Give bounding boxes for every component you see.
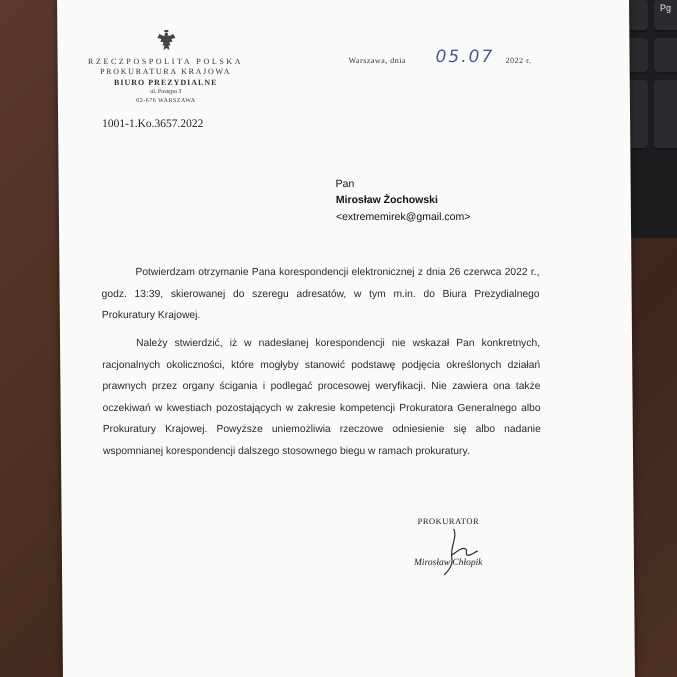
signature-title: PROKURATOR	[417, 516, 480, 526]
handwritten-date: 05.07	[435, 47, 495, 67]
header-office: BIURO PREZYDIALNE	[113, 78, 218, 87]
header-country: RZECZPOSPOLITA POLSKA	[87, 57, 244, 66]
header-street: ul. Postępu 3	[150, 89, 182, 95]
keyboard-key	[654, 38, 677, 74]
letter-paper	[57, 0, 635, 677]
header-city: 02-676 WARSZAWA	[136, 98, 196, 104]
page-key	[654, 0, 677, 32]
signature-name: Mirosław Chłopik	[413, 558, 483, 568]
addressee-email: <extrememirek@gmail.com>	[335, 211, 471, 223]
letter-content	[57, 0, 635, 677]
addressee-name: Mirosław Żochowski	[335, 194, 438, 206]
keyboard-key	[654, 80, 677, 150]
addressee-salutation: Pan	[335, 178, 355, 190]
year-label: 2022 r.	[505, 56, 532, 65]
paragraph-confirmation: Potwierdzam otrzymanie Pana korespondencji elektronicznej z dnia 26 czerwca 2022 r., godz. 13:39, skierowanej do szeregu adresatów, w tym m.in. do Biura Prezydialnego Prokuratury Krajowej.	[101, 267, 540, 321]
header-institution: PROKURATURA KRAJOWA	[100, 67, 232, 76]
eagle-emblem-icon	[155, 30, 177, 54]
place-label: Warszawa, dnia	[348, 56, 407, 65]
paragraph-assessment: Należy stwierdzić, iż w nadesłanej korespondencji nie wskazał Pan konkretnych, racjonalnych okoliczności, które mogłyby stanowić podstawę podjęcia określonych działań prawnych przez organy ścigania i podlegać procesowej weryfikacji. Nie zawiera ona także oczekiwań w kwestiach pozostających w zakresie kompetencji Prokuratora Generalnego albo Prokuratury Krajowej. Powyższe uniemożliwia rzeczowe odniesienie się albo nadanie wspomnianej korespondencji dalszego stosownego biegu w ramach prokuratury.	[102, 338, 541, 457]
page-key-label: Pg	[660, 3, 672, 13]
handwritten-signature-icon	[440, 525, 480, 577]
case-reference: 1001-1.Ko.3657.2022	[102, 118, 204, 130]
